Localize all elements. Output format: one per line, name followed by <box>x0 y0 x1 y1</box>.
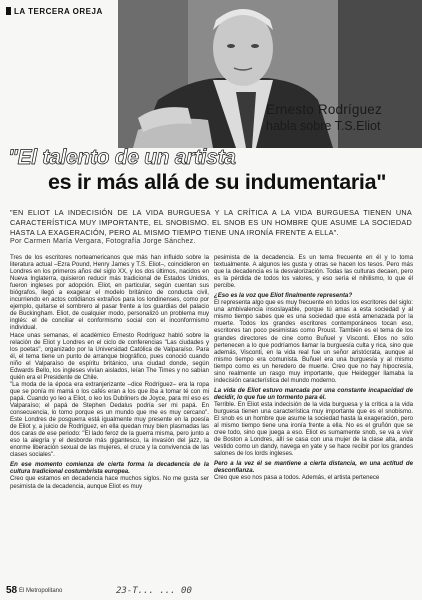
lead-paragraph: "EN ELIOT LA INDECISIÓN DE LA VIDA BURGUESA Y LA CRÍTICA A LA VIDA BURGUESA TIENEN UNA CARACTERÍSTICA MUY IMPORTANTE, EL SNOBISMO. EL SNOB ES UN HOMBRE QUE ASUME LA SOCIEDAD HASTA LA EXAGERACIÓN, PERO AL MISMO TIEMPO TIENE UNA IRONÍA FRENTE A ELLA". <box>10 208 412 237</box>
right-paragraph-4: Creo que eso nos pasa a todos. Además, el artista pertenece <box>214 474 380 482</box>
left-paragraph-3: "La moda de la época era extranjerizante –dice Rodríguez– era la ropa que se ponía mi mamá o los cafés eran a los que iba a tomar té con mi papá. Cuando yo leo a Eliot, o leo los Dubliners de Joyce, para mí eso es Valparaíso; el papá de Stephen Dedalus podría ser mi papá. En consecuencia, lo tomo porque es un mundo que me es muy cercano". Este Londres de posguerra está igualmente muy presente en la poesía de Eliot y, a juicio de Rodríguez, en ella quedan muy bien plasmadas las dos caras de ese periodo: "El lado feroz de la guerra misma, pero junto a eso la alegría y el desborde más gigantesco, la invasión del jazz, la enorme liberación sexual de las mujeres, el cruce y la convivencia de las clases sociales". <box>10 380 209 459</box>
right-question-1: ¿Eso es la voz que Eliot finalmente representa? <box>214 292 353 300</box>
handwritten-note: 23-T... ... 00 <box>116 586 192 596</box>
photo-name: Ernesto Rodríguez <box>266 102 382 117</box>
photo-subtitle: habla sobre T.S.Eliot <box>266 119 381 133</box>
right-question-3: Pero a la vez él se mantiene a cierta distancia, en una actitud de desconfianza. <box>214 460 413 475</box>
left-question-1: En ese momento comienza de cierta forma la decadencia de la cultura tradicional costumbrista europea. <box>10 461 209 476</box>
section-bar <box>6 7 11 15</box>
right-paragraph-1: pesimista de la decadencia. Es un tema frecuente en él y lo toma textualmente. A algunos les gusta y otras se hacen los tesos. Pero más que la decadencia es la desvalorización. Todas las culturas decaen, pero es la pérdida de todos los valores, y eso sería el nihilismo, lo que él percibe. <box>214 254 413 290</box>
right-column <box>214 254 413 481</box>
headline-line-2: es ir más allá de su indumentaria" <box>48 170 387 194</box>
section-label: LA TERCERA OREJA <box>14 7 103 16</box>
headline-line-1: "El talento de un artista <box>8 146 236 169</box>
section-tag <box>6 7 103 16</box>
portrait-photo <box>118 0 422 148</box>
right-paragraph-3: Terrible. En Eliot esta indecisión de la vida burguesa y la crítica a la vida burguesa tienen una característica muy importante que es el snobismo. El snob es un hombre que asume la sociedad hasta la exageración, pero al mismo tiempo tiene una ironía frente a ella. No es el gruñón que se cree todo, sino que juega a eso. Eliot es sumamente snob, se va a vivir de Boston a Londres, allí se casa con una mujer de la clase alta, anda vestido como un dandy, navega en yate y se hace recibir por los grandes salones de los lords ingleses. <box>214 400 413 458</box>
left-paragraph-2: Hace unas semanas, el académico Ernesto Rodríguez habló sobre la relación de Eliot y Londres en el ciclo de conferencias "Las ciudades y los poetas", organizado por la Universidad Católica de Valparaíso. Para él, el tema tiene un punto de arranque biográfico, pues conoció cuando niño el Valparaíso de espíritu británico, una ciudad donde, según Edwards Bello, los ingleses vivían aislados, leían The Times y no sabían quién era el Presidente de Chile. <box>10 331 209 381</box>
left-paragraph-4: Creo que estamos en decadencia hace muchos siglos. No me gusta ser pesimista de la decadencia, aunque Eliot es muy <box>10 475 209 490</box>
left-column <box>10 254 209 490</box>
right-paragraph-2: El representa algo que es muy frecuente en todos los escritores del siglo: una ambivalencia insoslayable, porque tú amas a esta sociedad y al mismo tiempo sabes que es una sociedad que está amenazada por la muerte. Todos los grandes escritores contemporáneos tocan eso, escritores tan poco pesimistas como Proust. También es el tema de los grandes directores de cine como Buñuel y Visconti. Ellos no sólo pertenecen a lo que podríamos llamar la burguesía culta y rica, sino que además, Visconti, en la vida real fue un señor aristócrata, aunque al mismo tiempo era comunista. Buñuel era una burguesía y al mismo tiempo como es un heredero de muerte. Creo que no hay hipocresía, sino realmente un rasgo muy importante, que Heidegger llamaba la indecisión característica del mundo moderno. <box>214 299 413 384</box>
right-question-2: La vida de Eliot estuvo marcada por una constante incapacidad de decidir, lo que fue un tormento para él. <box>214 386 413 401</box>
page-number: 58 <box>6 585 18 596</box>
magazine-name: El Metropolitano <box>19 588 63 594</box>
left-paragraph-1: Tres de los escritores norteamericanos que más han influido sobre la literatura actual –Ezra Pound, Henry James y T.S. Eliot–, coincidieron en Londres en los primeros años del siglo XX, y los dos últimos, nacidos en Nueva Inglaterra, quisieron reducir más tradicional de Estados Unidos, fueron ingleses por adopción. Eliot, en particular, según cuentan sus biógrafos, llegó a exagerar el modelo británico de conducta civil, incurriendo en actos cotidianos extraños para los londinenses, como por ejemplo, quitarse el sombrero al pasar frente a los guardias del palacio de Buckingham. Eliot, de cualquier modo, personalizó un problema muy inglés: el de conciliar el conformismo social con el inconformismo individual. <box>10 254 209 332</box>
byline: Por Carmen María Vergara, Fotografía Jorge Sánchez. <box>10 238 196 245</box>
